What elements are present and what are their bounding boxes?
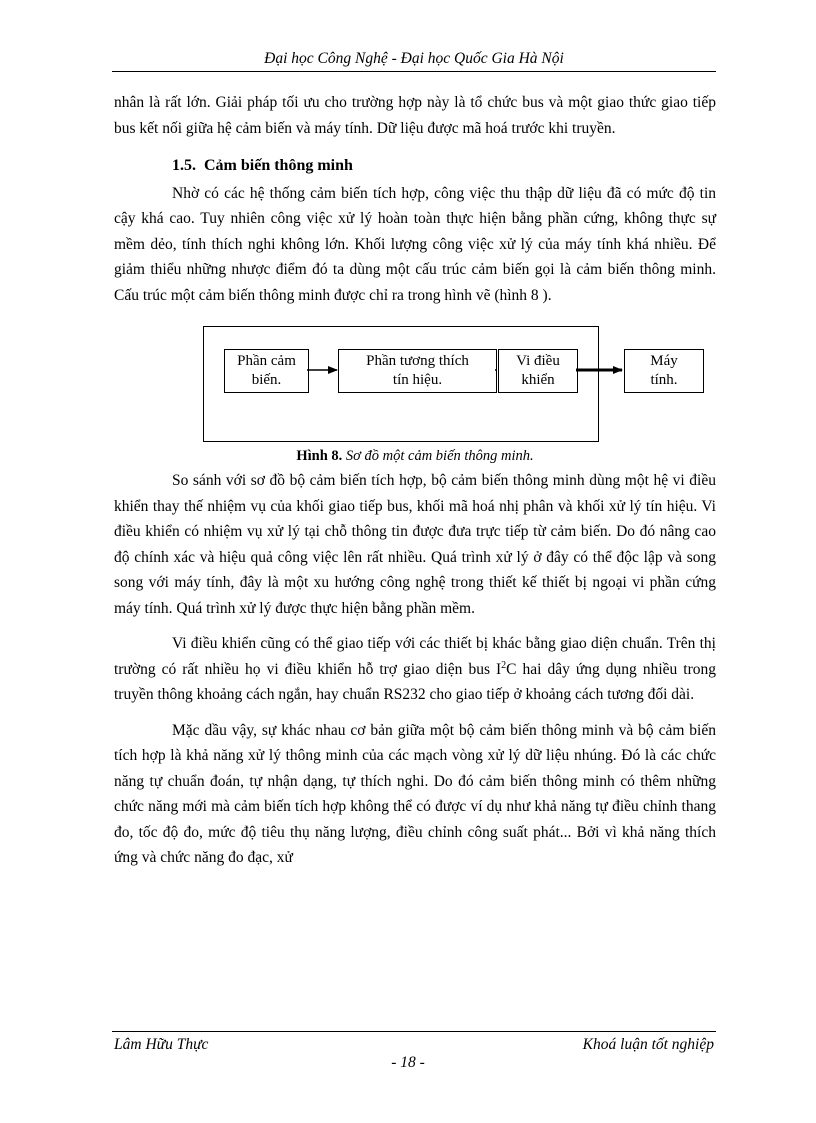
sensor-block-line1: Phần cảm bbox=[237, 353, 296, 369]
body-text bbox=[114, 90, 716, 871]
paragraph-continuation: nhân là rất lớn. Giải pháp tối ưu cho trường hợp này là tổ chức bus và một giao thức giao tiếp bus kết nối giữa hệ cảm biến và máy tính. Dữ liệu được mã hoá trước khi truyền. bbox=[114, 94, 716, 137]
figure-8-diagram bbox=[114, 318, 716, 468]
paragraph-3-part-a: Vi điều khiển cũng có thể giao tiếp với các thiết bị khác bằng giao diện chuẩn. Trên thị trường có rất nhiều họ vi điều khiển hỗ trợ giao diện bus I bbox=[114, 635, 716, 678]
page-number: - 18 - bbox=[391, 1054, 425, 1071]
computer-block-line2: tính. bbox=[650, 372, 678, 388]
section-number: 1.5. bbox=[172, 157, 196, 174]
paragraph-1: Nhờ có các hệ thống cảm biến tích hợp, công việc thu thập dữ liệu đã có mức độ tin cậy khá cao. Tuy nhiên công việc xử lý hoàn toàn thực hiện bằng phần cứng, không thực sự mềm dẻo, tính thích nghi không lớn. Khối lượng công việc xử lý của máy tính khá nhiều. Để giảm thiểu những nhược điểm đó ta dùng một cấu trúc cảm biến gọi là cảm biến thông minh. Cấu trúc một cảm biến thông minh được chỉ ra trong hình vẽ (hình 8 ). bbox=[114, 184, 716, 304]
caption-text: Sơ đồ một cảm biến thông minh. bbox=[345, 448, 534, 464]
header-rule bbox=[112, 71, 716, 72]
figure-caption bbox=[114, 444, 716, 470]
paragraph-4: Mặc dầu vậy, sự khác nhau cơ bản giữa một bộ cảm biến thông minh và bộ cảm biến tích hợp là khả năng xử lý thông minh của các mạch vòng xử lý dữ liệu nhúng. Đó là các chức năng tự chuẩn đoán, tự nhận dạng, tự thích nghi. Do đó cảm biến thông minh có thêm những chức năng mới mà cảm biến tích hợp không thể có được ví dụ như khả năng tự điều chỉnh thang đo, tốc độ đo, mức độ tiêu thụ năng lượng, điều chỉnh công suất phát... Bởi vì khả năng thích ứng và chức năng đo đạc, xử bbox=[114, 721, 716, 866]
signal-block-line2: tín hiệu. bbox=[392, 372, 443, 388]
paragraph-3-part-b: C hai dây ứng dụng nhiều trong truyền thông khoảng cách ngắn, hay chuẩn RS232 cho giao tiếp ở khoảng cách tương đối dài. bbox=[114, 660, 716, 703]
mcu-block-line1: Vi điều bbox=[516, 353, 560, 369]
section-heading bbox=[114, 153, 716, 179]
diagram-arrows bbox=[114, 318, 716, 448]
section-title: Cảm biến thông minh bbox=[204, 157, 353, 174]
caption-label: Hình 8. bbox=[296, 448, 343, 464]
paragraph-3-superscript: 2 bbox=[501, 659, 507, 671]
mcu-block-line2: khiển bbox=[521, 372, 555, 388]
signal-block-line1: Phần tương thích bbox=[366, 353, 469, 369]
footer-rule bbox=[112, 1031, 716, 1032]
sensor-block-line2: biến. bbox=[251, 372, 282, 388]
page-header: Đại học Công Nghệ - Đại học Quốc Gia Hà Nội bbox=[264, 50, 564, 67]
paragraph-2: So sánh với sơ đồ bộ cảm biến tích hợp, bộ cảm biến thông minh dùng một hệ vi điều khiển thay thế nhiệm vụ của khối giao tiếp bus, khối mã hoá nhị phân và khối xử lý tín hiệu. Vi điều khiển có nhiệm vụ xử lý tại chỗ thông tin được đưa trực tiếp từ cảm biến. Do đó nâng cao độ chính xác và hiệu quả công việc lên rất nhiều. Quá trình xử lý ở đây có thể độc lập và song song với máy tính, đây là một xu hướng công nghệ trong thiết kế thiết bị ngoại vi phần cứng máy tính. Quá trình xử lý được thực hiện bằng phần mềm. bbox=[114, 472, 716, 617]
footer-doc-type: Khoá luận tốt nghiệp bbox=[582, 1036, 714, 1053]
footer-author: Lâm Hữu Thực bbox=[114, 1036, 209, 1053]
paragraph-3 bbox=[114, 631, 716, 708]
computer-block-line1: Máy bbox=[650, 353, 678, 369]
